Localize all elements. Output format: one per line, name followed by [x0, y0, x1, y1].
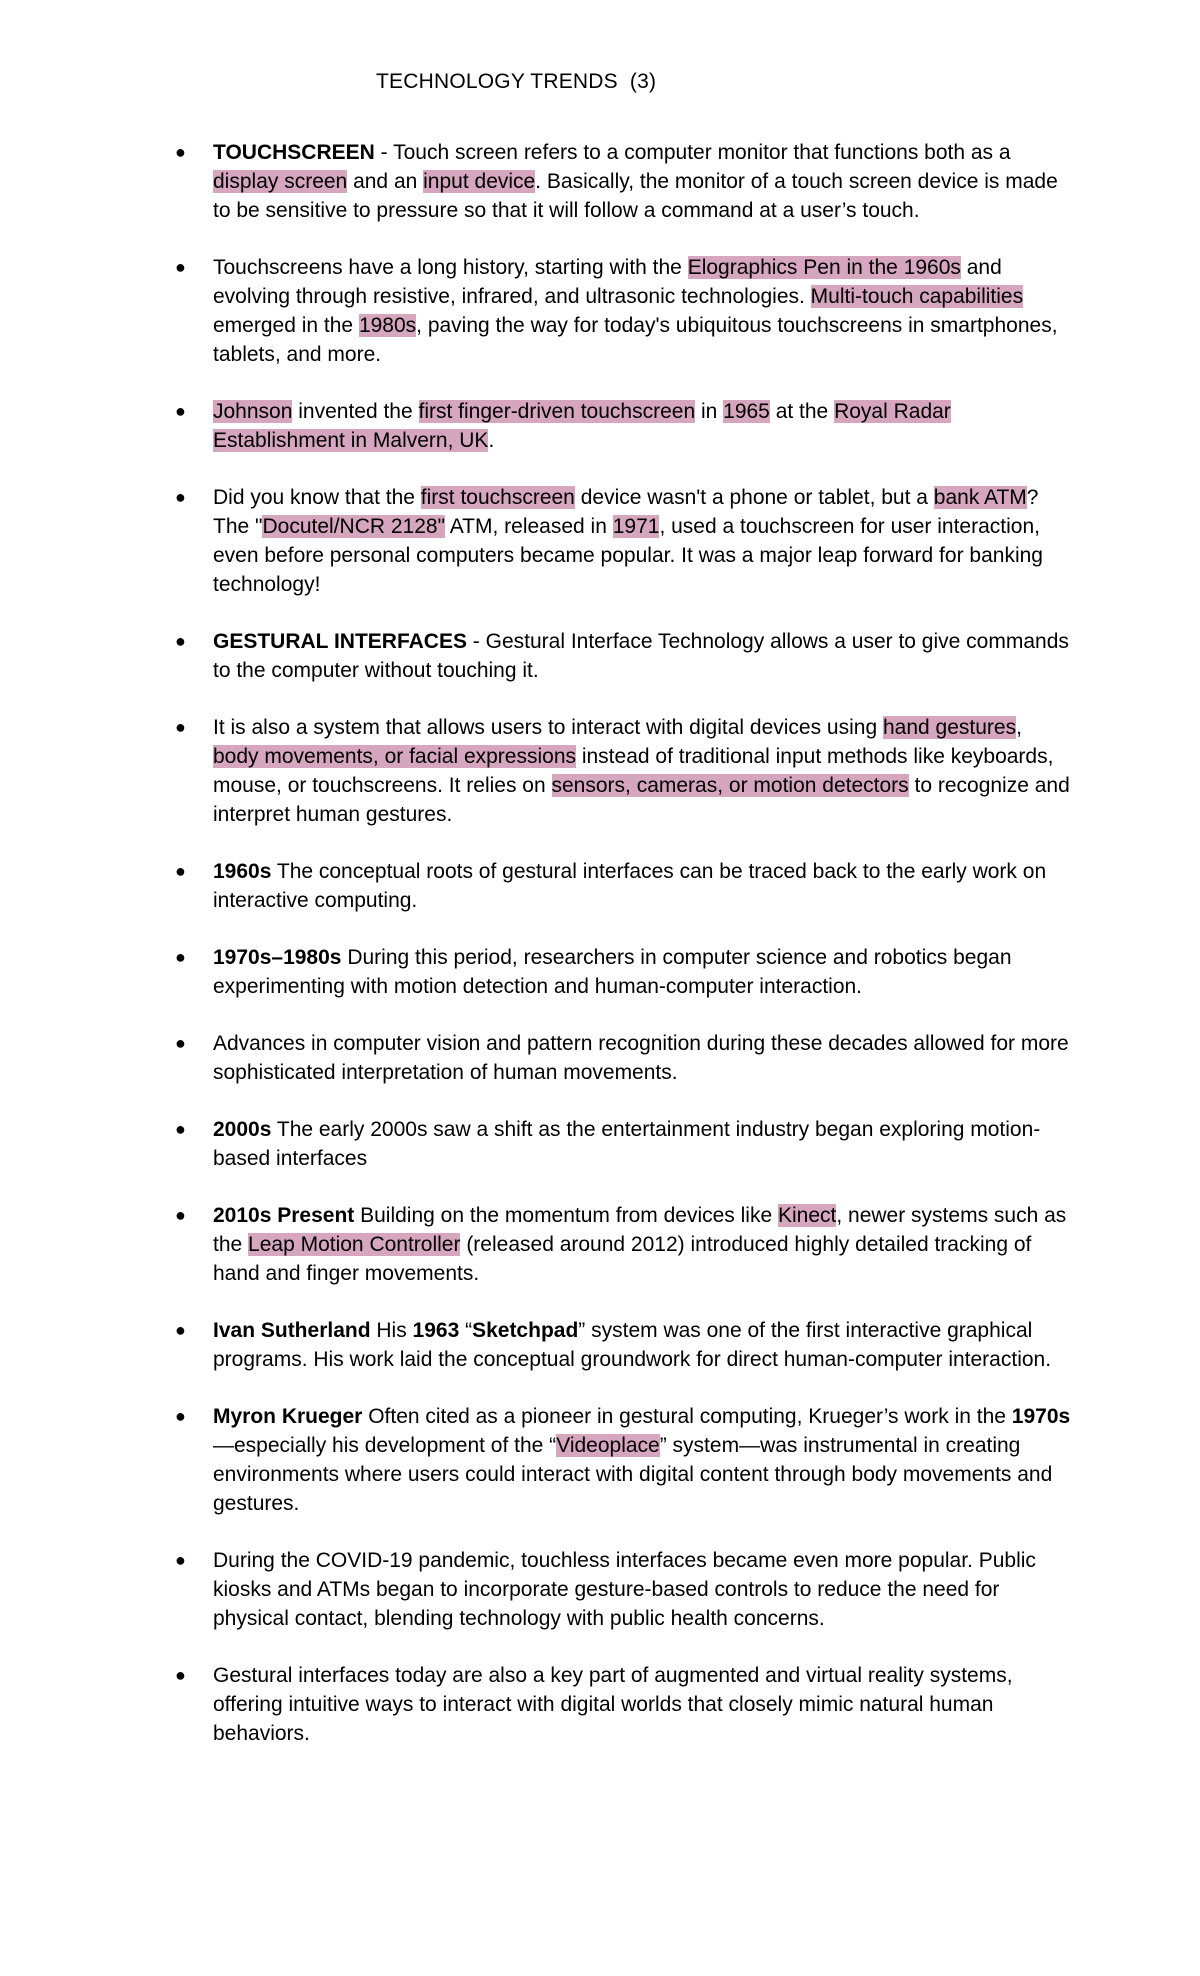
page-title: TECHNOLOGY TRENDS (3)	[376, 70, 657, 93]
bold-term: 1970s	[1011, 1405, 1071, 1428]
body-text: ? The "	[213, 486, 1039, 538]
highlighted-text: sensors, cameras, or motion detectors	[551, 774, 909, 797]
highlighted-text: Royal Radar Establishment in Malvern, UK	[213, 400, 951, 452]
bullet-dot-icon: ●	[175, 1550, 186, 1570]
body-text: invented the	[292, 400, 419, 423]
bullet-dot-icon: ●	[175, 142, 186, 162]
bullet-dot-icon: ●	[175, 861, 186, 881]
bullet-item	[0, 857, 1071, 915]
body-text: instead of traditional input methods like keyboards, mouse, or touchscreens. It relies on	[213, 745, 1054, 797]
bullet-item	[0, 943, 1071, 1001]
bold-term: 1960s	[213, 860, 272, 883]
bullet-item	[0, 1546, 1071, 1633]
body-text: Advances in computer vision and pattern recognition during these decades allowed for more sophisticated interpretation of human movements.	[213, 1032, 1069, 1084]
bold-term: Sketchpad	[472, 1319, 579, 1342]
bullet-item	[0, 253, 1071, 369]
highlighted-text: 1980s	[358, 314, 417, 337]
body-text: emerged in the	[213, 314, 359, 337]
bullet-item	[0, 483, 1071, 599]
bullet-item	[0, 1029, 1071, 1087]
highlighted-text: 1971	[612, 515, 660, 538]
bullet-list	[0, 138, 1200, 1776]
bold-term: 1963	[412, 1319, 460, 1342]
highlighted-text: Multi-touch capabilities	[810, 285, 1024, 308]
body-text: . Basically, the monitor of a touch screen device is made to be sensitive to pressure so that it will follow a command at a user’s touch.	[213, 170, 1058, 222]
body-text: at the	[769, 400, 835, 423]
bullet-dot-icon: ●	[175, 487, 186, 507]
body-text: During the COVID-19 pandemic, touchless interfaces became even more popular. Public kiosks and ATMs began to incorporate gesture-based controls to reduce the need for physical contact, blending technology with public health concerns.	[213, 1549, 1036, 1630]
body-text: ATM, released in	[445, 515, 613, 538]
highlighted-text: input device	[423, 170, 536, 193]
body-text: Building on the momentum from devices like	[354, 1204, 778, 1227]
body-text: , used a touchscreen for user interaction, even before personal computers became popular. It was a major leap forward for banking technology!	[213, 515, 1043, 596]
body-text: ” system was one of the first interactive graphical programs. His work laid the conceptual groundwork for direct human-computer interaction.	[213, 1319, 1052, 1371]
bold-term: 1970s–1980s	[213, 946, 342, 969]
body-text: ,	[1016, 716, 1022, 739]
bullet-dot-icon: ●	[175, 1119, 186, 1139]
highlighted-text: Docutel/NCR 2128"	[262, 515, 446, 538]
body-text: ” system—was instrumental in creating environments where users could interact with digital content through body movements and gestures.	[213, 1434, 1053, 1515]
body-text: “	[459, 1319, 473, 1342]
bullet-item	[0, 138, 1071, 225]
body-text: The early 2000s saw a shift as the entertainment industry began exploring motion-based interfaces	[213, 1118, 1041, 1170]
body-text: It is also a system that allows users to interact with digital devices using	[213, 716, 883, 739]
highlighted-text: 1965	[723, 400, 770, 423]
highlighted-text: display screen	[213, 170, 348, 193]
body-text: , newer systems such as the	[213, 1204, 1067, 1256]
bullet-dot-icon: ●	[175, 1033, 186, 1053]
body-text: , paving the way for today's ubiquitous touchscreens in smartphones, tablets, and more.	[213, 314, 1058, 366]
bold-term: 2000s	[213, 1118, 272, 1141]
bullet-dot-icon: ●	[175, 947, 186, 967]
bullet-dot-icon: ●	[175, 1320, 186, 1340]
body-text: and evolving through resistive, infrared, and ultrasonic technologies.	[213, 256, 1002, 308]
bullet-dot-icon: ●	[175, 631, 186, 651]
bullet-dot-icon: ●	[175, 257, 186, 277]
body-text: Often cited as a pioneer in gestural computing, Krueger’s work in the	[362, 1405, 1012, 1428]
highlighted-text: first touchscreen	[420, 486, 575, 509]
body-text: His	[370, 1319, 413, 1342]
bold-term: Myron Krueger	[213, 1405, 363, 1428]
body-text: in	[695, 400, 724, 423]
highlighted-text: body movements, or facial expressions	[213, 745, 576, 768]
body-text: .	[488, 429, 495, 452]
body-text: device wasn't a phone or tablet, but a	[574, 486, 934, 509]
bullet-item	[0, 1661, 1071, 1748]
body-text: Did you know that the	[213, 486, 421, 509]
bold-term: GESTURAL INTERFACES	[213, 630, 467, 653]
body-text: to recognize and interpret human gestures.	[213, 774, 1070, 826]
highlighted-text: Leap Motion Controller	[248, 1233, 461, 1256]
body-text: - Gestural Interface Technology allows a user to give commands to the computer without touching it.	[213, 630, 1069, 682]
bullet-dot-icon: ●	[175, 401, 186, 421]
bullet-dot-icon: ●	[175, 717, 186, 737]
bullet-dot-icon: ●	[175, 1406, 186, 1426]
body-text: —especially his development of the “	[213, 1434, 557, 1457]
highlighted-text: first finger-driven touchscreen	[418, 400, 696, 423]
bullet-item	[0, 1201, 1071, 1288]
bold-term: Ivan Sutherland	[213, 1319, 371, 1342]
highlighted-text: Johnson	[213, 400, 293, 423]
bullet-item	[0, 713, 1071, 829]
bold-term: 2010s Present	[213, 1204, 355, 1227]
bullet-item	[0, 1316, 1071, 1374]
bullet-item	[0, 627, 1071, 685]
body-text: (released around 2012) introduced highly detailed tracking of hand and finger movements.	[213, 1233, 1032, 1285]
bullet-item	[0, 1115, 1071, 1173]
highlighted-text: Videoplace	[556, 1434, 660, 1457]
highlighted-text: Kinect	[777, 1204, 837, 1227]
bold-term: TOUCHSCREEN	[213, 141, 375, 164]
highlighted-text: bank ATM	[933, 486, 1027, 509]
bullet-dot-icon: ●	[175, 1205, 186, 1225]
highlighted-text: hand gestures	[882, 716, 1017, 739]
bullet-dot-icon: ●	[175, 1665, 186, 1685]
body-text: and an	[347, 170, 424, 193]
body-text: Touchscreens have a long history, starting with the	[213, 256, 688, 279]
body-text: Gestural interfaces today are also a key part of augmented and virtual reality systems, offering intuitive ways to interact with digital worlds that closely mimic natural human behaviors.	[213, 1664, 1013, 1745]
body-text: - Touch screen refers to a computer monitor that functions both as a	[374, 141, 1011, 164]
body-text: During this period, researchers in computer science and robotics began experimenting with motion detection and human-computer interaction.	[213, 946, 1012, 998]
bullet-item	[0, 397, 1071, 455]
highlighted-text: Elographics Pen in the 1960s	[687, 256, 961, 279]
body-text: The conceptual roots of gestural interfaces can be traced back to the early work on interactive computing.	[213, 860, 1047, 912]
bullet-item	[0, 1402, 1071, 1518]
